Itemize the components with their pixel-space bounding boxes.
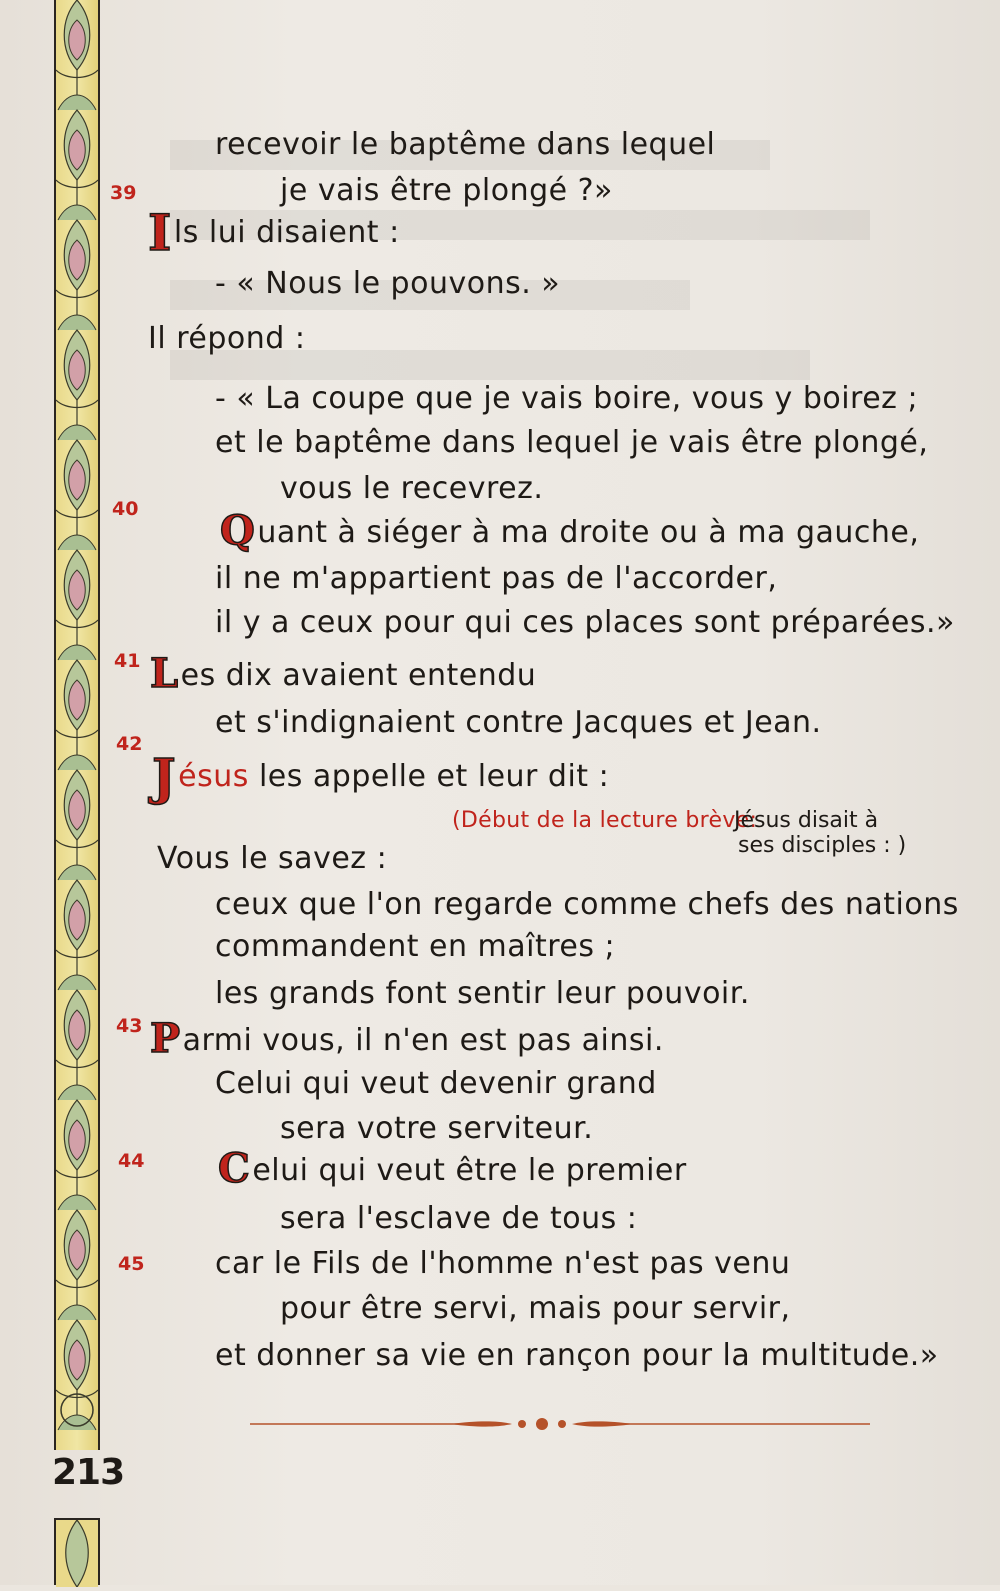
ornamental-divider-icon (250, 1413, 870, 1435)
text-line-5: Il répond : (148, 321, 306, 356)
text-line-1: recevoir le baptême dans lequel (215, 127, 716, 162)
text-line-9 (220, 507, 920, 554)
text-line-14 (152, 747, 610, 806)
text-line-6: - « La coupe que je vais boire, vous y boirez ; (215, 381, 919, 416)
text-line-12-rest: es dix avaient entendu (180, 658, 537, 693)
text-line-25: pour être servi, mais pour servir, (280, 1291, 791, 1326)
text-line-26: et donner sa vie en rançon pour la multitude.» (215, 1338, 939, 1373)
text-line-2: je vais être plongé ?» (280, 173, 613, 208)
verse-number-41: 41 (114, 650, 141, 672)
text-line-22-rest: elui qui veut être le premier (252, 1153, 687, 1188)
text-line-19-rest: armi vous, il n'en est pas ainsi. (182, 1023, 664, 1058)
verse-number-43: 43 (116, 1015, 143, 1037)
text-line-24: car le Fils de l'homme n'est pas venu (215, 1246, 791, 1281)
verse-number-40: 40 (112, 498, 139, 520)
floral-border-icon (56, 0, 98, 1450)
rubric-note-2: ses disciples : ) (738, 833, 907, 858)
floral-corner-icon (56, 1520, 98, 1587)
text-line-11: il y a ceux pour qui ces places sont préparées.» (215, 605, 955, 640)
drop-cap-C: C (218, 1145, 251, 1192)
verse-number-44: 44 (118, 1150, 145, 1172)
text-line-21: sera votre serviteur. (280, 1111, 594, 1146)
text-line-14-red: ésus (178, 759, 249, 794)
text-line-14-rest: les appelle et leur dit : (248, 759, 610, 794)
text-line-16: ceux que l'on regarde comme chefs des nations (215, 887, 959, 922)
text-line-8: vous le recevrez. (280, 471, 544, 506)
text-line-4: - « Nous le pouvons. » (215, 266, 561, 301)
decorative-border-bottom (54, 1518, 100, 1585)
text-line-9-rest: uant à siéger à ma droite ou à ma gauche, (257, 515, 920, 550)
text-line-7: et le baptême dans lequel je vais être plongé, (215, 425, 929, 460)
text-line-18: les grands font sentir leur pouvoir. (215, 976, 750, 1011)
text-line-13: et s'indignaient contre Jacques et Jean. (215, 705, 822, 740)
drop-cap-L: L (150, 650, 179, 697)
text-line-22 (218, 1145, 687, 1192)
drop-cap-P: P (150, 1015, 181, 1062)
text-line-19 (150, 1015, 664, 1062)
text-line-12 (150, 650, 537, 697)
text-line-15: Vous le savez : (157, 841, 388, 876)
drop-cap-J: J (152, 747, 177, 806)
rubric-note-1: Jésus disait à (734, 808, 879, 833)
text-line-3 (148, 203, 400, 262)
decorative-border (54, 0, 100, 1450)
drop-cap-I: I (148, 203, 172, 262)
text-line-23: sera l'esclave de tous : (280, 1201, 638, 1236)
text-line-10: il ne m'appartient pas de l'accorder, (215, 561, 778, 596)
text-line-3-rest: ls lui disaient : (173, 215, 400, 250)
page-number: 213 (52, 1452, 125, 1493)
text-line-20: Celui qui veut devenir grand (215, 1066, 657, 1101)
text-line-17: commandent en maîtres ; (215, 929, 616, 964)
verse-number-45: 45 (118, 1253, 145, 1275)
drop-cap-Q: Q (220, 507, 256, 554)
rubric-short-reading: (Début de la lecture brève: (452, 808, 758, 833)
verse-number-39: 39 (110, 182, 137, 204)
verse-number-42: 42 (116, 733, 143, 755)
